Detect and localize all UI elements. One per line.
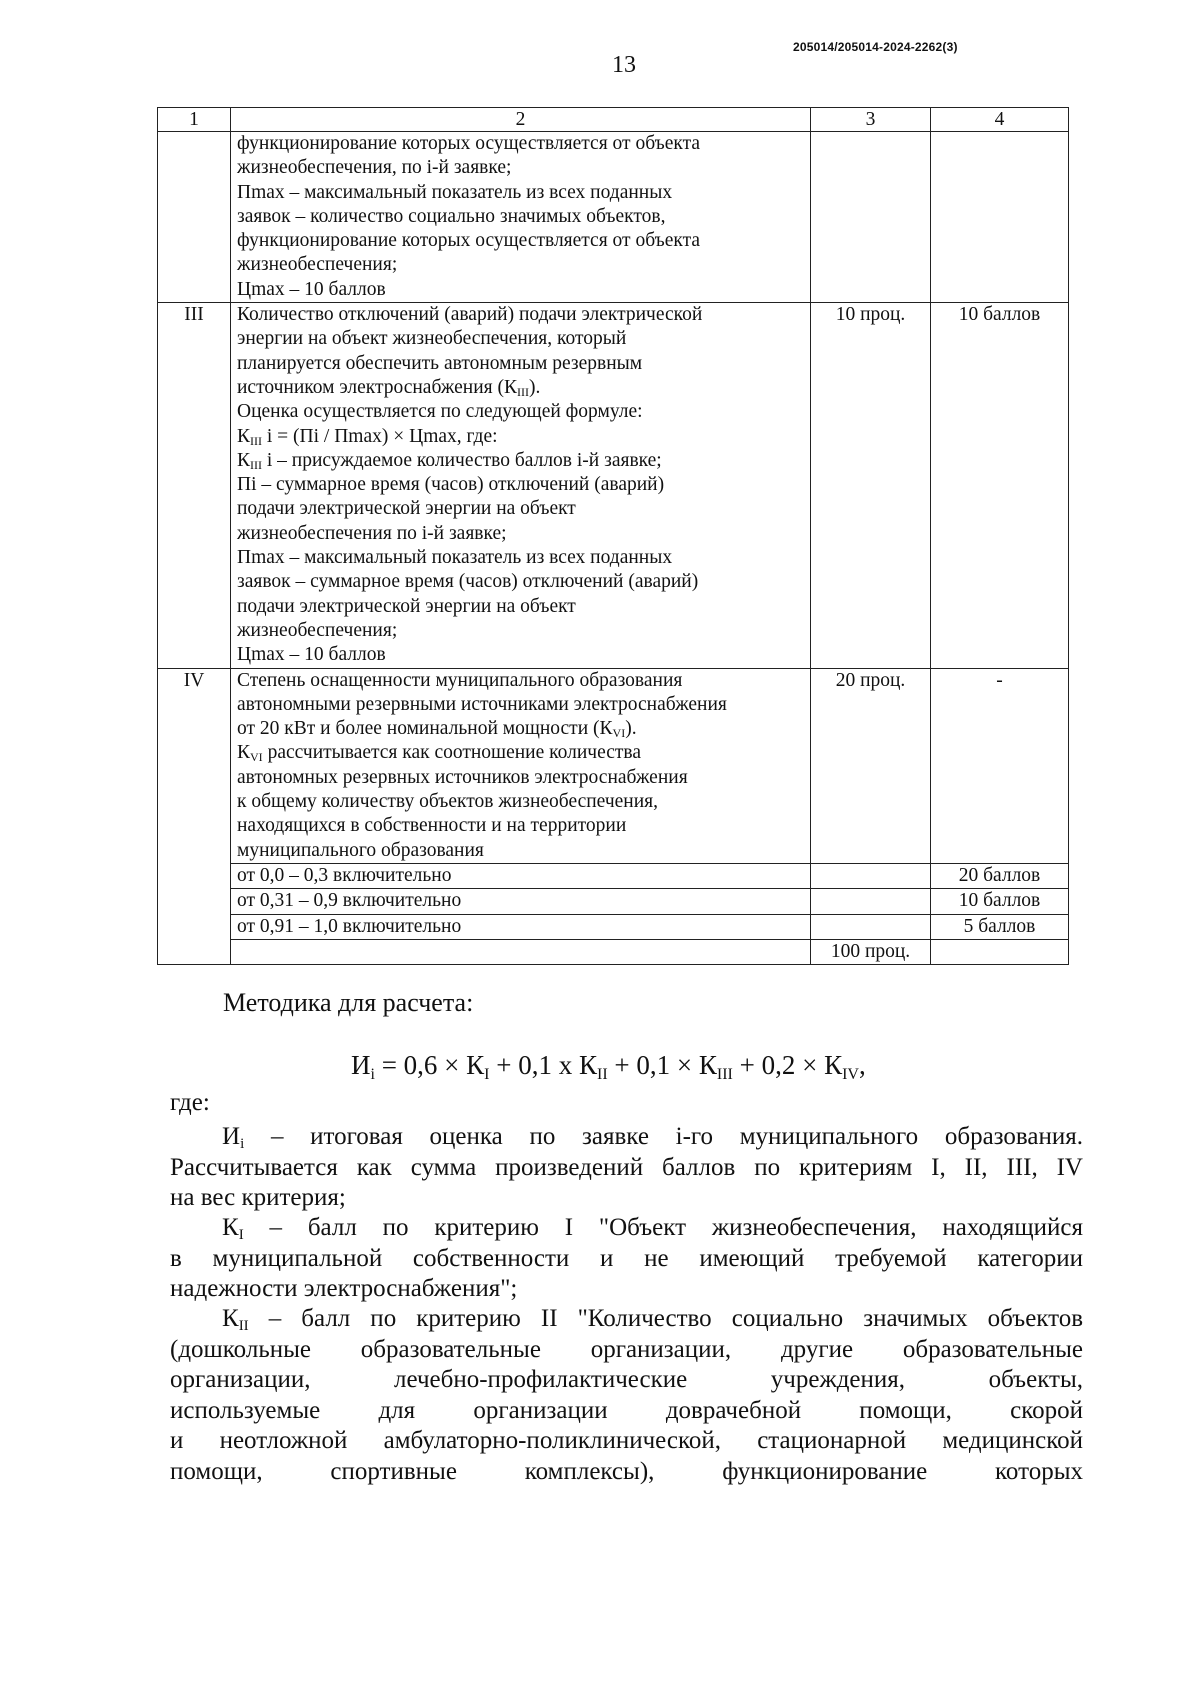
text-line: жизнеобеспечения; [237, 619, 398, 641]
text-line: Степень оснащенности муниципального образования [237, 669, 683, 691]
table-row [158, 889, 1069, 914]
total-weight: 100 проц. [811, 939, 931, 964]
text-line: Цmax – 10 баллов [237, 278, 386, 300]
score-cell [931, 939, 1069, 964]
row-number-cell [158, 939, 231, 964]
definition-paragraph [170, 1304, 1083, 1487]
weight-cell: 10 проц. [811, 303, 931, 668]
column-header: 2 [231, 108, 811, 132]
definition-paragraph [170, 1213, 1083, 1305]
row-number-cell [158, 889, 231, 914]
definition-paragraph [170, 1122, 1083, 1214]
text-line: жизнеобеспечения по i-й заявке; [237, 522, 507, 544]
text-line: подачи электрической энергии на объект [237, 498, 576, 520]
range-score: 5 баллов [931, 914, 1069, 939]
weight-cell: 20 проц. [811, 668, 931, 863]
row-number-cell [158, 863, 231, 888]
text-line: используемые для организации доврачебной помощи, скорой [170, 1396, 1083, 1424]
text-line: Оценка осуществляется по следующей формуле: [237, 401, 643, 423]
range-score: 10 баллов [931, 889, 1069, 914]
text-line: Количество отключений (аварий) подачи электрической [237, 304, 703, 326]
weight-cell [811, 863, 931, 888]
text-line: источником электроснабжения $(К_{III})$. [237, 376, 541, 399]
range-label: от 0,0 – 0,3 включительно [231, 863, 811, 888]
criterion-description [231, 132, 811, 303]
text-line: функционирование которых осуществляется от объекта [237, 133, 701, 154]
text-line: заявок – количество социально значимых объектов, [237, 205, 666, 227]
table-row [158, 914, 1069, 939]
text-line: Цmax – 10 баллов [237, 644, 386, 666]
total-score-formula: $И_i = 0,6 \times К_I + 0,1$ x $К_{II} + 0,1 \times К_{III} + 0,2 \times К_{IV}$, [351, 1050, 866, 1083]
range-score: 20 баллов [931, 863, 1069, 888]
weight-cell [811, 132, 931, 303]
table-row [158, 668, 1069, 863]
text-line: $К_{VI}$ рассчитывается как соотношение количества [237, 742, 642, 765]
text-line: $И_i$ – итоговая оценка по заявке i-го муниципального образования. [222, 1123, 1083, 1152]
text-line: (дошкольные образовательные организации, другие образовательные [170, 1335, 1083, 1363]
text-line: Пi – суммарное время (часов) отключений (аварий) [237, 474, 665, 496]
formula-line: $К_{III}$ i = (Пi / Пmax) × Цmax, где: [237, 425, 498, 448]
where-label: где: [170, 1089, 210, 1116]
text-line: от 20 кВт и более номинальной мощности $(К_{VI})$. [237, 718, 637, 741]
text-line: $К_{II}$ – балл по критерию II "Количество социально значимых объектов [222, 1305, 1083, 1334]
criterion-description [231, 668, 811, 863]
page-number: 13 [612, 52, 636, 78]
text-line: Пmax – максимальный показатель из всех поданных [237, 547, 673, 569]
row-number-cell [158, 914, 231, 939]
row-number-cell: III [158, 303, 231, 668]
text-line: надежности электроснабжения"; [170, 1275, 518, 1302]
text-line: в муниципальной собственности и не имеющий требуемой категории [170, 1244, 1083, 1272]
text-line: находящихся в собственности и на территории [237, 815, 627, 837]
text-line: жизнеобеспечения; [237, 254, 398, 276]
criteria-table [157, 107, 1069, 965]
score-cell [931, 132, 1069, 303]
table-row [158, 303, 1069, 668]
text-line: энергии на объект жизнеобеспечения, который [237, 328, 627, 350]
text-line: $К_I$ – балл по критерию I "Объект жизнеобеспечения, находящийся [222, 1214, 1083, 1243]
table-total-row [158, 939, 1069, 964]
score-cell: - [931, 668, 1069, 863]
text-line: помощи, спортивные комплексы), функционирование которых [170, 1457, 1083, 1485]
text-line: автономных резервных источников электроснабжения [237, 766, 688, 788]
text-line: подачи электрической энергии на объект [237, 595, 576, 617]
criterion-description [231, 303, 811, 668]
text-line: муниципального образования [237, 839, 484, 861]
row-number-cell [158, 132, 231, 303]
text-line: $К_{III}$ i – присуждаемое количество баллов i-й заявке; [237, 449, 662, 472]
weight-cell [811, 914, 931, 939]
column-header: 1 [158, 108, 231, 132]
range-label: от 0,91 – 1,0 включительно [231, 914, 811, 939]
text-line: к общему количеству объектов жизнеобеспечения, [237, 791, 659, 813]
text-line: организации, лечебно-профилактические учреждения, объекты, [170, 1366, 1083, 1393]
range-label: от 0,31 – 0,9 включительно [231, 889, 811, 914]
column-header: 3 [811, 108, 931, 132]
table-header-row [158, 108, 1069, 132]
text-line: Рассчитывается как сумма произведений баллов по критериям I, II, III, IV [170, 1153, 1083, 1181]
text-line: Пmax – максимальный показатель из всех поданных [237, 181, 673, 203]
document-id: 205014/205014-2024-2262(3) [793, 40, 958, 54]
text-line: и неотложной амбулаторно-поликлинической, стационарной медицинской [170, 1427, 1083, 1454]
text-line: планируется обеспечить автономным резервным [237, 352, 643, 374]
table-row [158, 132, 1069, 303]
table-row [158, 863, 1069, 888]
text-line: на вес критерия; [170, 1184, 346, 1211]
methodology-heading: Методика для расчета: [223, 988, 474, 1017]
text-line: заявок – суммарное время (часов) отключений (аварий) [237, 571, 699, 593]
row-number-cell: IV [158, 668, 231, 863]
score-cell: 10 баллов [931, 303, 1069, 668]
column-header: 4 [931, 108, 1069, 132]
text-line: автономными резервными источниками электроснабжения [237, 693, 727, 715]
text-line: жизнеобеспечения, по i-й заявке; [237, 157, 512, 179]
text-line: функционирование которых осуществляется от объекта [237, 230, 701, 252]
total-label-cell [231, 939, 811, 964]
weight-cell [811, 889, 931, 914]
